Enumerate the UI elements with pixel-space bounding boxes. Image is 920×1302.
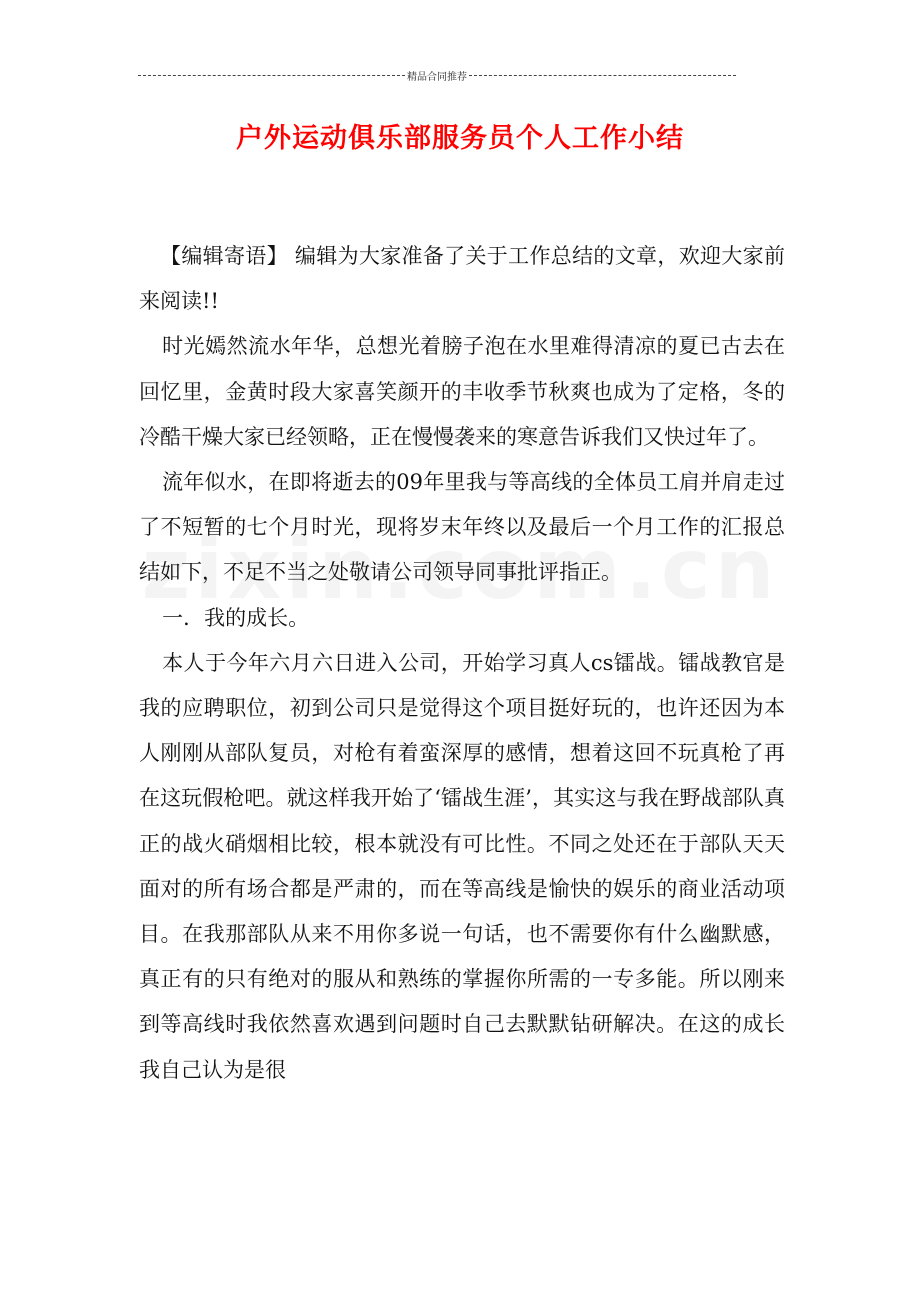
paragraph: 流年似水，在即将逝去的09年里我与等高线的全体员工肩并肩走过了不短暂的七个月时光，现将岁末年终以及最后一个月工作的汇报总结如下，不足不当之处敬请公司领导同事批评指正。 bbox=[139, 470, 785, 585]
header-dash-left bbox=[138, 75, 405, 76]
paragraph: 时光嫣然流水年华，总想光着膀子泡在水里难得清凉的夏已古去在回忆里，金黄时段大家喜笑颜开的丰收季节秋爽也成为了定格，冬的冷酷干燥大家已经领略，正在慢慢袭来的寒意告诉我们又快过年了。 bbox=[139, 334, 785, 449]
header-label: 精品合同推荐 bbox=[407, 71, 467, 83]
page-header bbox=[138, 66, 736, 84]
paragraph-editor-note: 【编辑寄语】 编辑为大家准备了关于工作总结的文章，欢迎大家前来阅读!! bbox=[139, 244, 785, 314]
document-title: 户外运动俱乐部服务员个人工作小结 bbox=[236, 123, 684, 154]
paragraph: 本人于今年六月六日进入公司，开始学习真人cs镭战。镭战教官是我的应聘职位，初到公司只是觉得这个项目挺好玩的，也许还因为本人刚刚从部队复员，对枪有着蛮深厚的感情，想着这回不玩真枪了再在这玩假枪吧。就这样我开始了‘镭战生涯’，其实这与我在野战部队真正的战火硝烟相比较，根本就没有可比性。不同之处还在于部队天天面对的所有场合都是严肃的，而在等高线是愉快的娱乐的商业活动项目。在我那部队从来不用你多说一句话，也不需要你有什么幽默感，真正有的只有绝对的服从和熟练的掌握你所需的一专多能。所以刚来到等高线时我依然喜欢遇到问题时自己去默默钻研解决。在这的成长我自己认为是很 bbox=[139, 650, 785, 1082]
section-heading: 一．我的成长。 bbox=[162, 605, 310, 630]
document-body bbox=[139, 234, 785, 1093]
header-dash-right bbox=[469, 75, 736, 76]
